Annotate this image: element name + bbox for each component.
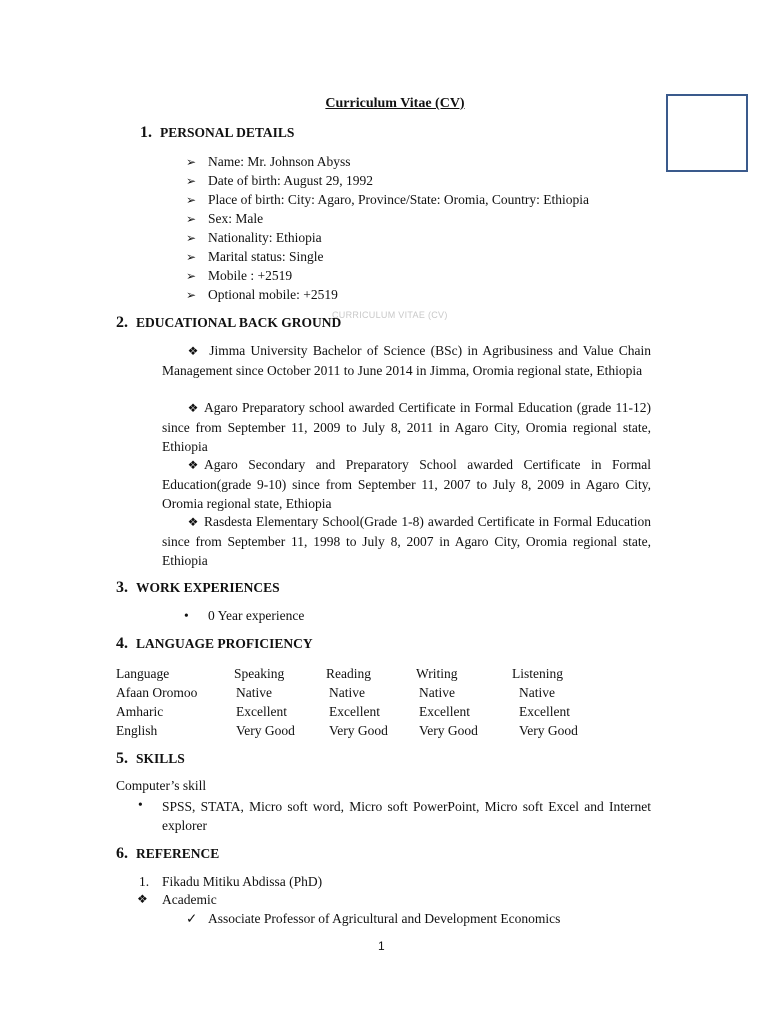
- personal-birthplace: Place of birth: City: Agaro, Province/State: Oromia, Country: Ethiopia: [208, 192, 589, 207]
- column-header: Reading: [326, 666, 371, 681]
- column-header: Listening: [512, 666, 563, 681]
- table-cell: Excellent: [236, 704, 287, 719]
- personal-sex: Sex: Male: [208, 211, 264, 226]
- section-title: EDUCATIONAL BACK GROUND: [136, 315, 342, 330]
- skills-text: SPSS, STATA, Micro soft word, Micro soft PowerPoint, Micro soft Excel and Internet explorer: [162, 799, 651, 833]
- column-header: Speaking: [234, 666, 285, 681]
- page-title: Curriculum Vitae (CV): [325, 96, 465, 111]
- education-text: Agaro Preparatory school awarded Certificate in Formal Education (grade 11-12) since from September 11, 2009 to July 8, 2011 in Agaro City, Oromia regional state, Ethiopia: [162, 400, 651, 454]
- arrowhead-bullet-icon: ➢: [186, 174, 197, 188]
- section-title: WORK EXPERIENCES: [136, 580, 280, 595]
- reference-number: 1.: [139, 874, 150, 889]
- personal-details-list: [186, 152, 589, 304]
- personal-optional-mobile: Optional mobile: +2519: [208, 287, 338, 302]
- skills-subheading: Computer’s skill: [116, 778, 207, 793]
- four-diamond-bullet-icon: ❖: [187, 515, 199, 529]
- arrowhead-bullet-icon: ➢: [186, 155, 197, 169]
- section-heading-skills: [116, 750, 185, 768]
- education-item: [162, 455, 651, 513]
- table-cell: Very Good: [329, 723, 388, 738]
- table-cell: Native: [329, 685, 365, 700]
- round-dot-bullet-icon: •: [138, 797, 143, 812]
- arrowhead-bullet-icon: ➢: [186, 269, 197, 283]
- arrowhead-bullet-icon: ➢: [186, 212, 197, 226]
- section-heading-reference: [116, 845, 219, 863]
- table-cell: Native: [419, 685, 455, 700]
- list-item: [186, 266, 589, 285]
- table-cell: Afaan Oromoo: [116, 685, 198, 700]
- reference-category: Academic: [162, 892, 217, 907]
- section-title: PERSONAL DETAILS: [160, 125, 295, 140]
- round-dot-bullet-icon: •: [184, 608, 189, 623]
- education-text: Jimma University Bachelor of Science (BSc) in Agribusiness and Value Chain Management since October 2011 to June 2014 in Jimma, Oromia regional state, Ethiopia: [162, 343, 651, 378]
- arrowhead-bullet-icon: ➢: [186, 231, 197, 245]
- arrowhead-bullet-icon: ➢: [186, 288, 197, 302]
- column-header: Writing: [416, 666, 458, 681]
- personal-dob: Date of birth: August 29, 1992: [208, 173, 373, 188]
- four-diamond-bullet-icon: ❖: [137, 892, 148, 906]
- list-item: [186, 285, 589, 304]
- section-heading-personal: [140, 124, 294, 142]
- personal-nationality: Nationality: Ethiopia: [208, 230, 322, 245]
- reference-role: Associate Professor of Agricultural and Development Economics: [208, 911, 561, 926]
- education-item: [162, 512, 651, 570]
- work-text: 0 Year experience: [208, 608, 305, 623]
- education-item: [162, 341, 651, 380]
- personal-mobile: Mobile : +2519: [208, 268, 293, 283]
- watermark-text: CURRICULUM VITAE (CV): [332, 310, 448, 320]
- four-diamond-bullet-icon: ❖: [187, 458, 199, 472]
- section-title: LANGUAGE PROFICIENCY: [136, 636, 313, 651]
- list-item: [186, 152, 589, 171]
- column-header: Language: [116, 666, 170, 681]
- education-text: Rasdesta Elementary School(Grade 1-8) awarded Certificate in Formal Education since from September 11, 1998 to July 8, 2007 in Agaro City, Oromia regional state, Ethiopia: [162, 514, 651, 568]
- table-cell: Native: [236, 685, 272, 700]
- personal-marital-status: Marital status: Single: [208, 249, 324, 264]
- list-item: [186, 228, 589, 247]
- table-cell: Native: [519, 685, 555, 700]
- education-item: [162, 398, 651, 456]
- photo-placeholder-box: [666, 94, 748, 172]
- checkmark-bullet-icon: ✓: [186, 911, 198, 926]
- table-cell: Very Good: [419, 723, 478, 738]
- section-title: SKILLS: [136, 751, 185, 766]
- list-item: [186, 171, 589, 190]
- arrowhead-bullet-icon: ➢: [186, 193, 197, 207]
- table-cell: Amharic: [116, 704, 164, 719]
- list-item: [186, 209, 589, 228]
- section-title: REFERENCE: [136, 846, 220, 861]
- four-diamond-bullet-icon: ❖: [187, 344, 199, 358]
- section-number: 1.: [140, 124, 152, 141]
- section-number: 5.: [116, 750, 128, 767]
- table-cell: Excellent: [519, 704, 570, 719]
- four-diamond-bullet-icon: ❖: [187, 401, 199, 415]
- table-cell: Excellent: [419, 704, 470, 719]
- section-number: 3.: [116, 579, 128, 596]
- reference-person: Fikadu Mitiku Abdissa (PhD): [162, 874, 323, 889]
- list-item: [186, 190, 589, 209]
- table-cell: Very Good: [519, 723, 578, 738]
- section-heading-education: [116, 314, 341, 332]
- personal-name: Name: Mr. Johnson Abyss: [208, 154, 351, 169]
- section-heading-work: [116, 579, 280, 597]
- table-cell: Excellent: [329, 704, 380, 719]
- section-heading-language: [116, 635, 313, 653]
- section-number: 4.: [116, 635, 128, 652]
- page-number: 1: [378, 939, 385, 953]
- work-item: [184, 608, 304, 624]
- table-cell: English: [116, 723, 158, 738]
- arrowhead-bullet-icon: ➢: [186, 250, 197, 264]
- list-item: [186, 247, 589, 266]
- section-number: 6.: [116, 845, 128, 862]
- education-text: Agaro Secondary and Preparatory School awarded Certificate in Formal Education(grade 9-10) since from September 11, 2007 to July 8, 2009 in Agaro City, Oromia regional state, Ethiopia: [162, 457, 651, 511]
- table-cell: Very Good: [236, 723, 295, 738]
- section-number: 2.: [116, 314, 128, 331]
